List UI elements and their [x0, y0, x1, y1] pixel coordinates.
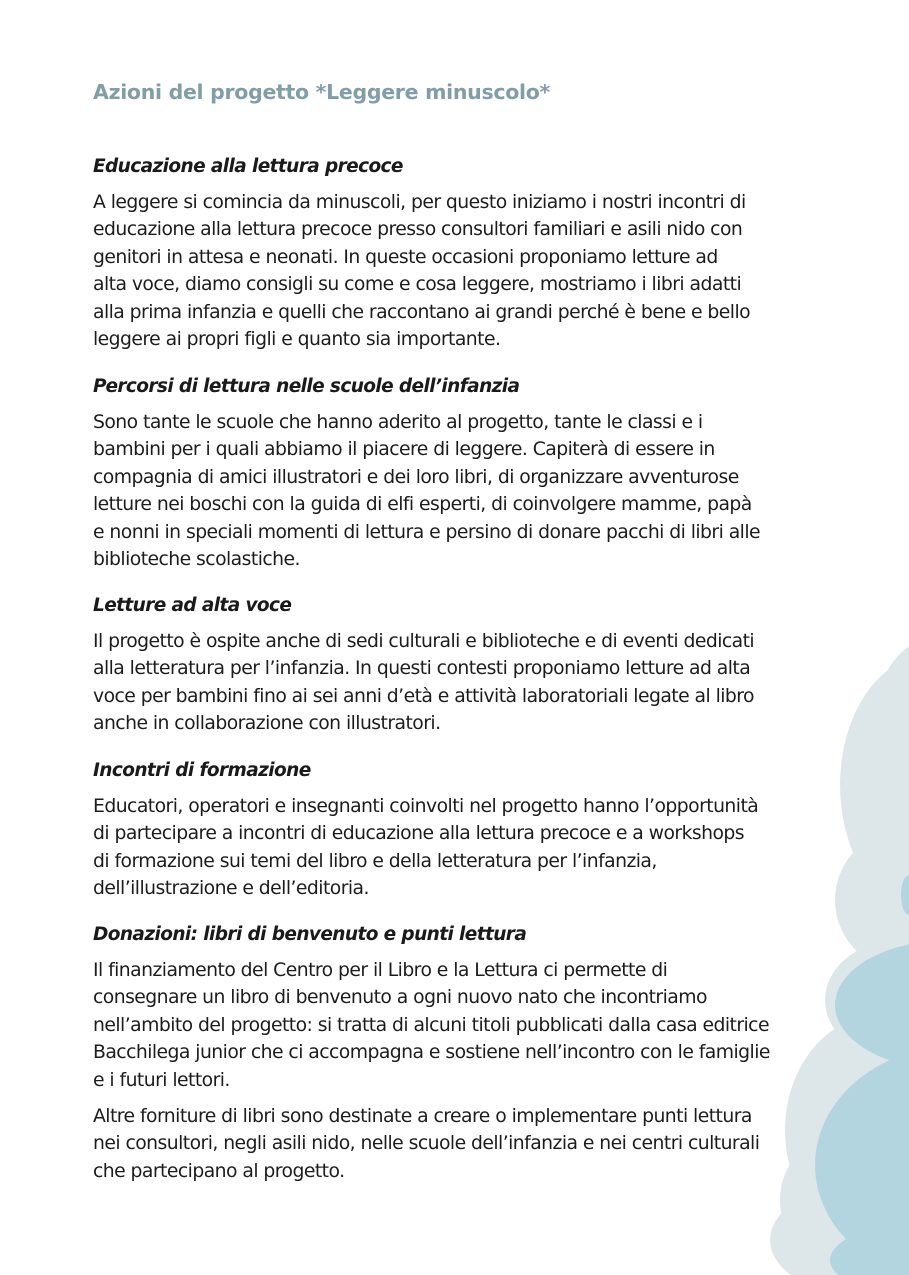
paragraph-line: letture nei boschi con la guida di elfi esperti, di coinvolgere mamme, papà [93, 494, 752, 516]
paragraph-line: alla prima infanzia e quelli che raccontano ai grandi perché è bene e bello [93, 301, 751, 323]
paragraph-line: di formazione sui temi del libro e della letteratura per l’infanzia, [93, 850, 657, 872]
paragraph-line: alla letteratura per l’infanzia. In questi contesti proponiamo letture ad alta [93, 658, 751, 680]
paragraph-line: dell’illustrazione e dell’editoria. [93, 878, 369, 900]
paragraph-line: compagnia di amici illustratori e dei loro libri, di organizzare avventurose [93, 466, 739, 488]
paragraph-line: genitori in attesa e neonati. In queste occasioni proponiamo letture ad [93, 246, 718, 268]
section-paragraph [93, 409, 823, 573]
paragraph-line: educazione alla lettura precoce presso consultori familiari e asili nido con [93, 219, 743, 241]
paragraph-line: che partecipano al progetto. [93, 1160, 345, 1182]
paragraph-line: nei consultori, negli asili nido, nelle scuole dell’infanzia e nei centri culturali [93, 1133, 760, 1155]
paragraph-line: Bacchilega junior che ci accompagna e sostiene nell’incontro con le famiglie [93, 1042, 770, 1064]
section-educazione-lettura-precoce [93, 155, 823, 362]
paragraph-line: alta voce, diamo consigli su come e cosa leggere, mostriamo i libri adatti [93, 274, 742, 296]
section-paragraph [93, 1103, 823, 1185]
section-paragraph [93, 189, 823, 353]
paragraph-line: voce per bambini fino ai sei anni d’età e attività laboratoriali legate al libro [93, 685, 754, 707]
section-letture-alta-voce [93, 594, 823, 747]
paragraph-line: biblioteche scolastiche. [93, 549, 300, 571]
paragraph-line: Altre forniture di libri sono destinate a creare o implementare punti lettura [93, 1106, 752, 1128]
section-paragraph [93, 957, 823, 1094]
section-heading: Educazione alla lettura precoce [93, 156, 403, 177]
paragraph-line: bambini per i quali abbiamo il piacere di leggere. Capiterà di essere in [93, 439, 715, 461]
paragraph-line: leggere ai propri figli e quanto sia importante. [93, 329, 501, 351]
section-paragraph [93, 793, 823, 903]
section-heading: Percorsi di lettura nelle scuole dell’infanzia [93, 376, 520, 397]
paragraph-line: consegnare un libro di benvenuto a ogni nuovo nato che incontriamo [93, 987, 707, 1009]
paragraph-line: Il progetto è ospite anche di sedi culturali e biblioteche e di eventi dedicati [93, 631, 755, 652]
paragraph-line: e i futuri lettori. [93, 1069, 230, 1091]
section-heading: Donazioni: libri di benvenuto e punti lettura [93, 924, 527, 945]
paragraph-line: A leggere si comincia da minuscoli, per questo iniziamo i nostri incontri di [93, 192, 746, 213]
document-title: Azioni del progetto *Leggere minuscolo* [93, 80, 550, 104]
paragraph-line: anche in collaborazione con illustratori. [93, 713, 441, 735]
paragraph-line: nell’ambito del progetto: si tratta di alcuni titoli pubblicati dalla casa editrice [93, 1014, 769, 1036]
section-heading: Incontri di formazione [93, 760, 311, 781]
paragraph-line: Il finanziamento del Centro per il Libro e la Lettura ci permette di [93, 960, 668, 981]
section-heading: Letture ad alta voce [93, 595, 292, 616]
section-incontri-formazione [93, 759, 823, 912]
paragraph-line: Sono tante le scuole che hanno aderito al progetto, tante le classi e i [93, 412, 703, 433]
section-percorsi-scuole-infanzia [93, 375, 823, 582]
section-paragraph [93, 628, 823, 738]
paragraph-line: e nonni in speciali momenti di lettura e persino di donare pacchi di libri alle [93, 521, 760, 543]
paragraph-line: di partecipare a incontri di educazione alla lettura precoce e a workshops [93, 823, 745, 845]
paragraph-line: Educatori, operatori e insegnanti coinvolti nel progetto hanno l’opportunità [93, 796, 759, 817]
section-donazioni [93, 923, 823, 1194]
